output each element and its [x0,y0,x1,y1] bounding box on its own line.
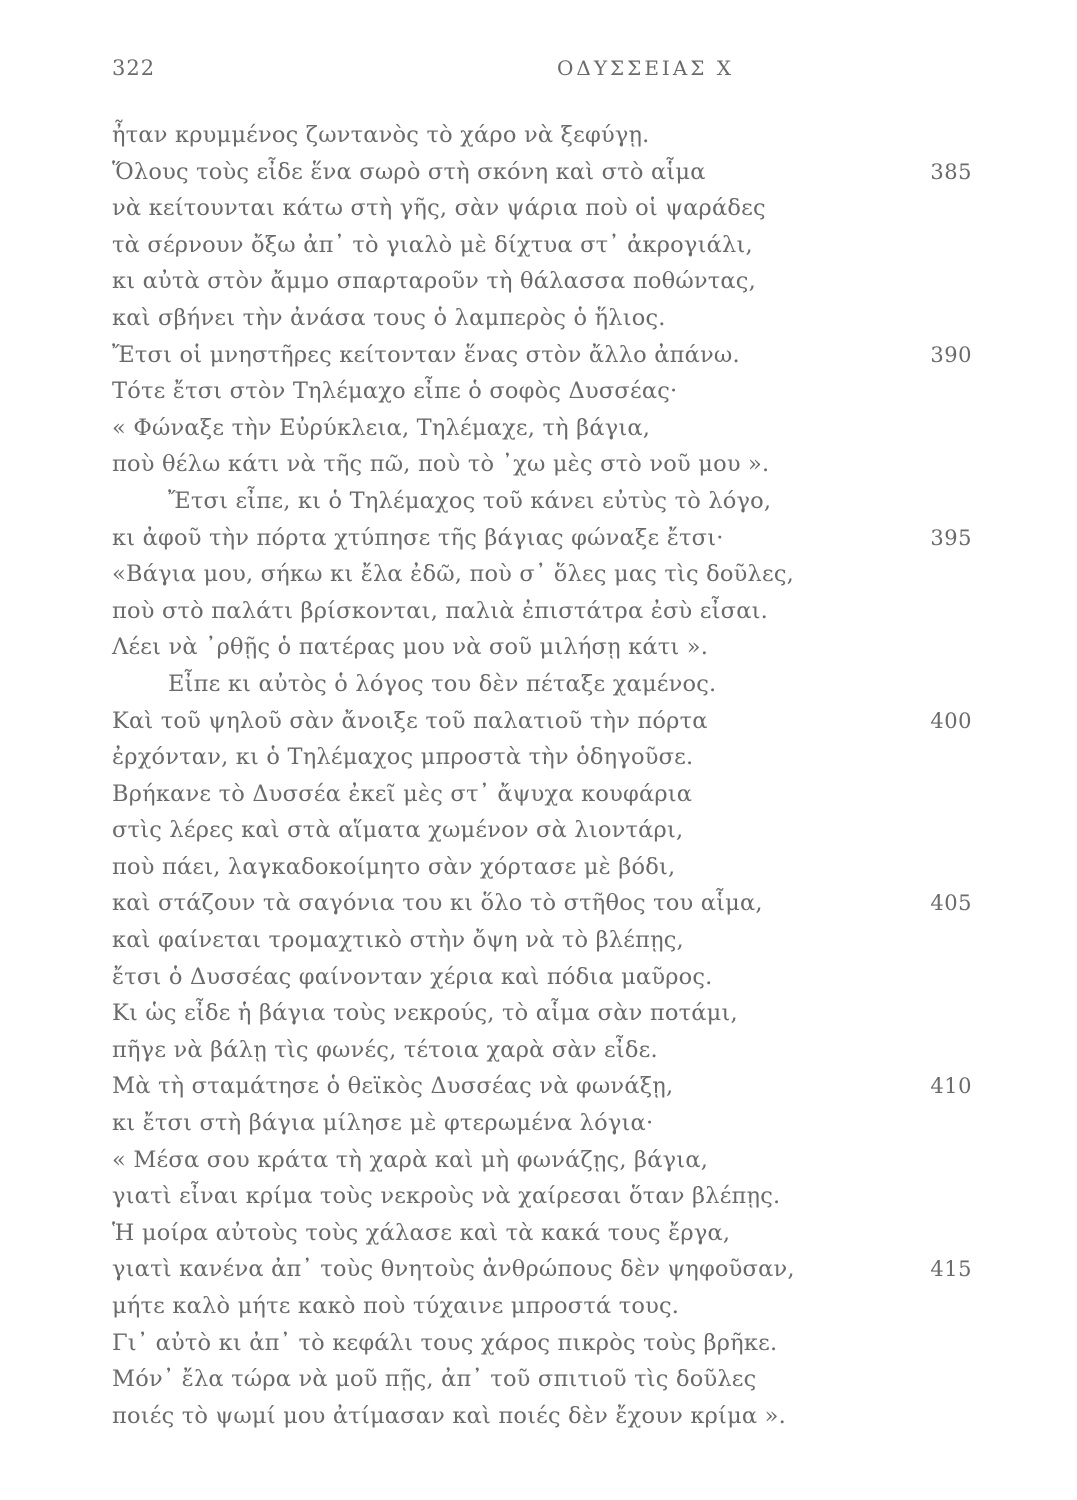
verse-text: ποὺ στὸ παλάτι βρίσκονται, παλιὰ ἐπιστάτρα ἐσὺ εἶσαι. [112,597,768,624]
verse-line [112,483,972,520]
line-number: 390 [930,342,972,367]
verse-line [112,1032,972,1069]
verse-line [112,1068,972,1105]
verse-text: Ὅλους τοὺς εἶδε ἕνα σωρὸ στὴ σκόνη καὶ στὸ αἷμα [112,158,706,185]
verse-text: « Μέσα σου κράτα τὴ χαρὰ καὶ μὴ φωνάζῃς, βάγια, [112,1146,709,1173]
verse-line [112,1325,972,1362]
verse-text: Μόν᾽ ἔλα τώρα νὰ μοῦ πῇς, ἀπ᾽ τοῦ σπιτιοῦ τὶς δοῦλες [112,1366,757,1393]
line-number: 415 [930,1257,972,1282]
verse-line [112,1288,972,1325]
verse-line [112,776,972,813]
verse-line [112,593,972,630]
line-number: 395 [930,525,972,550]
verse-text: γιατὶ κανένα ἀπ᾽ τοὺς θνητοὺς ἀνθρώπους δὲν ψηφοῦσαν, [112,1256,795,1283]
verse-text: κι ἀφοῦ τὴν πόρτα χτύπησε τῆς βάγιας φώναξε ἔτσι· [112,524,724,551]
verse-text: στὶς λέρες καὶ στὰ αἵματα χωμένον σὰ λιοντάρι, [112,817,684,844]
verse-text: Μὰ τὴ σταμάτησε ὁ θεϊκὸς Δυσσέας νὰ φωνάξῃ, [112,1073,674,1100]
verse-text: Ἔτσι εἶπε, κι ὁ Τηλέμαχος τοῦ κάνει εὐτὺς τὸ λόγο, [168,487,772,514]
verse-line [112,1398,972,1435]
verse-line [112,1142,972,1179]
verse-line [112,885,972,922]
verse-text: πῆγε νὰ βάλῃ τὶς φωνές, τέτοια χαρὰ σὰν εἶδε. [112,1036,658,1063]
running-title: ΟΔΥΣΣΕΙΑΣ Χ [557,56,735,80]
verse-line [112,1361,972,1398]
verse-text: ἦταν κρυμμένος ζωντανὸς τὸ χάρο νὰ ξεφύγῃ. [112,122,650,148]
verse-line [112,263,972,300]
verse-text: καὶ σβήνει τὴν ἀνάσα τους ὁ λαμπερὸς ὁ ἥλιος. [112,304,666,331]
line-number: 385 [930,159,972,184]
verse-text: Λέει νὰ ᾽ρθῇς ὁ πατέρας μου νὰ σοῦ μιλήσῃ κάτι ». [112,634,709,661]
verse-line [112,959,972,996]
verse-line [112,703,972,740]
verse-line [112,849,972,886]
verse-line [112,1105,972,1142]
verse-line [112,410,972,447]
verse-line [112,446,972,483]
verse-line [112,117,972,154]
verse-text: Καὶ τοῦ ψηλοῦ σὰν ἄνοιξε τοῦ παλατιοῦ τὴν πόρτα [112,707,708,734]
verse-line [112,922,972,959]
verse-line [112,300,972,337]
line-number: 410 [930,1074,972,1099]
verse-line [112,154,972,191]
verse-line [112,995,972,1032]
verse-text: μήτε καλὸ μήτε κακὸ ποὺ τύχαινε μπροστά τους. [112,1293,680,1319]
verse-text: τὰ σέρνουν ὄξω ἀπ᾽ τὸ γιαλὸ μὲ δίχτυα στ᾽ ἀκρογιάλι, [112,231,753,258]
verse-text: Βρήκανε τὸ Δυσσέα ἐκεῖ μὲς στ᾽ ἄψυχα κουφάρια [112,780,693,807]
verse-line [112,227,972,264]
poem-text-block [112,117,972,1434]
verse-text: καὶ στάζουν τὰ σαγόνια του κι ὅλο τὸ στῆθος του αἷμα, [112,890,763,917]
verse-text: καὶ φαίνεται τρομαχτικὸ στὴν ὄψη νὰ τὸ βλέπῃς, [112,927,684,954]
verse-text: Τότε ἔτσι στὸν Τηλέμαχο εἶπε ὁ σοφὸς Δυσσέας· [112,378,678,405]
verse-text: ποιές τὸ ψωμί μου ἀτίμασαν καὶ ποιές δὲν ἔχουν κρίμα ». [112,1402,786,1429]
verse-line [112,1215,972,1252]
verse-line [112,520,972,557]
page-header [112,56,972,86]
verse-text: Εἶπε κι αὐτὸς ὁ λόγος του δὲν πέταξε χαμένος. [168,670,717,697]
verse-text: Ἡ μοίρα αὐτοὺς τοὺς χάλασε καὶ τὰ κακά τους ἔργα, [112,1219,731,1246]
verse-text: « Φώναξε τὴν Εὐρύκλεια, Τηλέμαχε, τὴ βάγια, [112,414,651,441]
verse-text: ποὺ πάει, λαγκαδοκοίμητο σὰν χόρτασε μὲ βόδι, [112,853,676,880]
page-number: 322 [112,56,156,80]
verse-text: νὰ κείτουνται κάτω στὴ γῆς, σὰν ψάρια ποὺ οἱ ψαράδες [112,195,766,222]
verse-line [112,739,972,776]
line-number: 405 [930,891,972,916]
verse-text: Ἔτσι οἱ μνηστῆρες κείτονταν ἕνας στὸν ἄλλο ἀπάνω. [112,341,740,368]
verse-line [112,337,972,374]
verse-text: ποὺ θέλω κάτι νὰ τῆς πῶ, ποὺ τὸ ᾽χω μὲς στὸ νοῦ μου ». [112,451,770,478]
verse-line [112,666,972,703]
verse-line [112,629,972,666]
verse-text: ἔτσι ὁ Δυσσέας φαίνονταν χέρια καὶ πόδια μαῦρος. [112,963,713,990]
verse-line [112,556,972,593]
verse-text: Γι᾽ αὐτὸ κι ἀπ᾽ τὸ κεφάλι τους χάρος πικρὸς τοὺς βρῆκε. [112,1329,778,1356]
verse-line [112,373,972,410]
verse-text: κι αὐτὰ στὸν ἄμμο σπαρταροῦν τὴ θάλασσα ποθώντας, [112,268,756,295]
verse-text: κι ἔτσι στὴ βάγια μίλησε μὲ φτερωμένα λόγια· [112,1110,654,1137]
verse-text: Κι ὡς εἶδε ἡ βάγια τοὺς νεκρούς, τὸ αἷμα σὰν ποτάμι, [112,1000,738,1027]
verse-line [112,190,972,227]
verse-text: ἐρχόνταν, κι ὁ Τηλέμαχος μπροστὰ τὴν ὁδηγοῦσε. [112,744,694,771]
verse-line [112,1178,972,1215]
line-number: 400 [930,708,972,733]
verse-text: γιατὶ εἶναι κρίμα τοὺς νεκροὺς νὰ χαίρεσαι ὅταν βλέπῃς. [112,1183,781,1210]
verse-text: «Βάγια μου, σήκω κι ἔλα ἐδῶ, ποὺ σ᾽ ὅλες μας τὶς δοῦλες, [112,561,795,588]
verse-line [112,1251,972,1288]
verse-line [112,812,972,849]
